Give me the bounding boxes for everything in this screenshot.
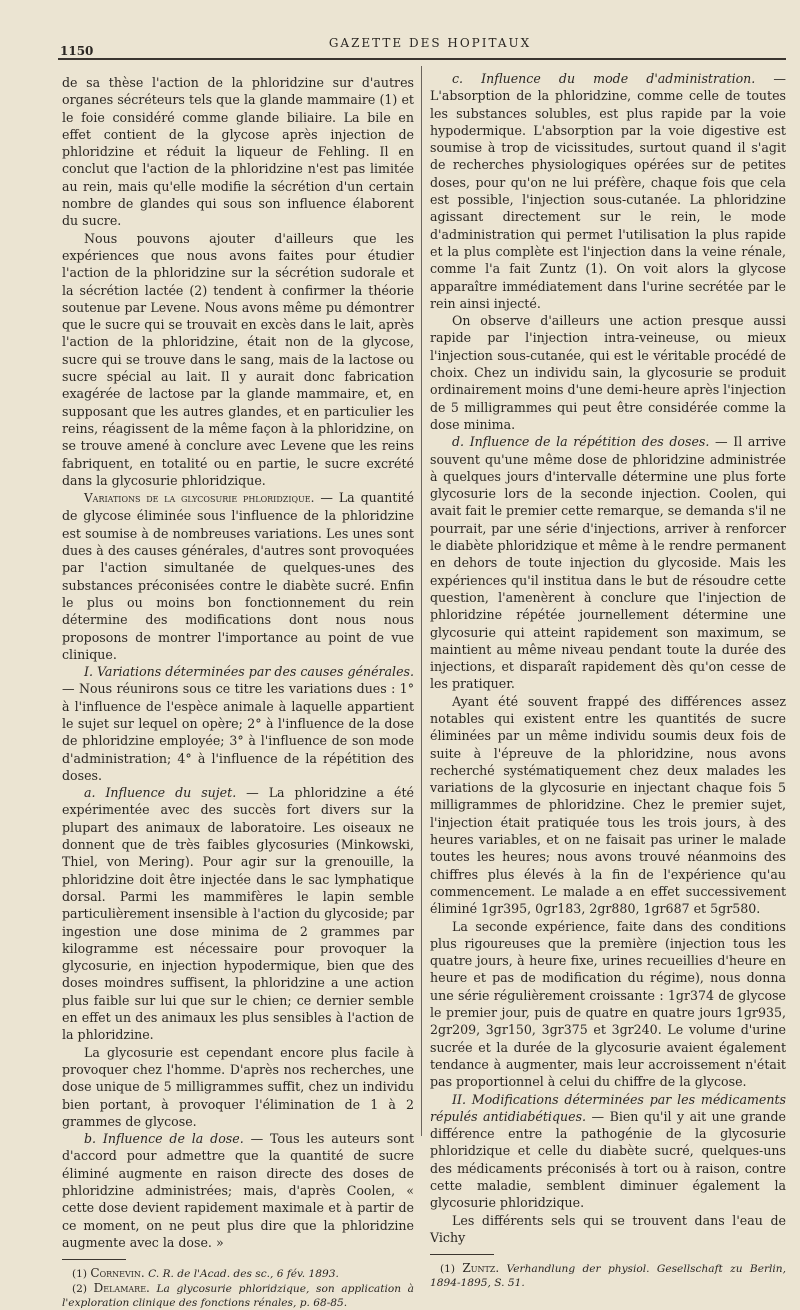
paragraph: Nous pouvons ajouter d'ailleurs que les expériences que nous avons faites pour étudier l'action de la phloridzine sur la sécrétion sudorale et la sécrétion lactée (2) tendent à confirmer la théorie soutenue par Levene. Nous avons même pu démontrer que le sucre qui se trouvait en excès dans le lait, après l'action de la phloridzine, était non de la glycose, sucre qui se trouve dans le sang, mais de la lactose ou sucre spécial au lait. Il y aurait donc fabrication exagérée de lactose par la glande mammaire, et, en supposant que les autres glandes, et en particulier les reins, réagissent de la même façon à la phloridzine, on se trouve amené à conclure avec Levene que les reins fabriquent, en totalité ou en partie, le sucre excrété dans la glycosurie phloridzique. — [62, 230, 414, 488]
section-paragraph — [430, 433, 786, 692]
section-paragraph — [62, 784, 414, 1043]
footnote-text: Verhandlung der physiol. Gesellschaft zu Berlin, 1894-1895, S. 51. — [430, 1263, 786, 1290]
section-heading: d. Influence de la répétition des doses. — [452, 434, 710, 450]
header-rule — [58, 58, 786, 60]
footnotes — [62, 1266, 414, 1310]
section-heading: b. Influence de la dose. — [84, 1131, 244, 1147]
section-heading: II. Modifications déterminées par les médicaments répulés antidiabétiques. — [430, 1091, 786, 1124]
paragraph: Les différents sels qui se trouvent dans l'eau de Vichy — [430, 1212, 786, 1245]
column-divider — [421, 66, 422, 1136]
section-heading: I. Variations déterminées par des causes générales. — [84, 664, 414, 680]
paragraph-text: — Il arrive souvent qu'une même dose de phloridzine administrée à quelques jours d'intervalle détermine une plus forte glycosurie lors de la seconde injection. Coolen, qui avait fait le premier cette remarque, se demanda s'il ne pourrait, par une série d'injections, arriver à renforcer le diabète phloridzique et même à le rendre permanent en dehors de toute injection du glycoside. Mais les expériences qu'il institua dans le but de résoudre cette question, l'amenèrent à conclure que l'injection de phloridzine répétée journellement détermine une glycosurie qui atteint rapidement son maximum, se maintient au même niveau pendant toute la durée des injections, et disparaît rapidement dès qu'on cesse de les pratiquer. — [430, 434, 786, 692]
measured-values: 1gr374 de glycose le premier jour, puis de quatre en quatre jours 1gr935, 2gr209, 3gr150, 3gr375 et 3gr240. — [430, 987, 786, 1038]
paragraph: de sa thèse l'action de la phloridzine sur d'autres organes sécréteurs tels que la glande mammaire (1) et le foie considéré comme glande biliaire. La bile en effet contient de la glycose après injection de phloridzine et réduit la liqueur de Fehling. Il en conclut que l'action de la phloridzine n'est pas limitée au rein, mais qu'elle modifie la sécrétion d'un certain nombre de glandes qui sous son influence élaborent du sucre. — [62, 75, 414, 229]
footnote-rule — [430, 1254, 494, 1255]
footnote-number: (1) — [440, 1263, 456, 1276]
footnote — [62, 1281, 414, 1310]
section-heading: Variations de la glycosurie phloridzique. — [84, 491, 315, 506]
footnote-text: C. R. de l'Acad. des sc., 6 fév. 1893. — [144, 1268, 339, 1281]
right-column — [430, 70, 786, 1290]
footnote — [62, 1266, 414, 1281]
footnote-number: (1) — [72, 1268, 88, 1281]
section-paragraph — [62, 1130, 414, 1251]
footnote-author: Zuntz. — [462, 1261, 500, 1276]
section-paragraph — [430, 1091, 786, 1212]
paragraph-text: — Tous les auteurs sont d'accord pour admettre que la quantité de sucre éliminé augmente en raison directe des doses de phloridzine administrées; mais, d'après Coolen, « cette dose devient rapidement maximale et à partir de ce moment, on ne peut plus dire que la phloridzine augmente avec la dose. » — [62, 1131, 415, 1250]
footnotes — [430, 1261, 786, 1290]
paragraph — [430, 693, 786, 918]
page-number: 1150 — [60, 44, 94, 58]
footnote-number: (2) — [72, 1283, 88, 1296]
measured-values: 1gr395, 0gr183, 2gr880, 1gr687 et 5gr580. — [481, 901, 761, 917]
left-column — [62, 74, 414, 1310]
paragraph-text: — Bien qu'il y ait une grande différence entre la pathogénie de la glycosurie phloridzique et celle du diabète sucré, quelques-uns des médicaments préconisés à tort ou à raison, contre cette maladie, semblent diminuer également la glycosurie phloridzique. — [430, 1108, 787, 1211]
paragraph — [430, 918, 786, 1091]
running-title: GAZETTE DES HOPITAUX — [328, 36, 532, 50]
paragraph-text: — La quantité de glycose éliminée sous l'influence de la phloridzine est soumise à de nombreuses variations. Les unes sont dues à des causes générales, d'autres sont provoquées par l'action simultanée de quelques-unes des substances préconisées contre le diabète sucré. Enfin le plus ou moins bon fonctionnement du rein détermine des modifications dont nous nous proposons de montrer l'importance au point de vue clinique. — [62, 490, 414, 662]
footnote-author: Cornevin. — [90, 1266, 145, 1281]
footnote-rule — [62, 1259, 126, 1260]
paragraph: On observe d'ailleurs une action presque aussi rapide par l'injection intra-veineuse, ou mieux l'injection sous-cutanée, qui est le véritable procédé de choix. Chez un individu sain, la glycosurie se produit ordinairement moins d'une demi-heure après l'injection de 5 milligrammes qui peut être considérée comme la dose minima. — [430, 313, 786, 432]
footnote — [430, 1261, 786, 1290]
paragraph-text: — La phloridzine a été expérimentée avec des succès fort divers sur la plupart des animaux de laboratoire. Les oiseaux ne donnent que de très faibles glycosuries (Minkowski, Thiel, von Mering). Pour agir sur la grenouille, la phloridzine doit être injectée dans le sac lymphatique dorsal. Parmi les mammifères le lapin semble particulièrement insensible à l'action du glycoside; par ingestion une dose minima de 2 grammes par kilogramme est nécessaire pour provoquer la glycosurie, en injection hypodermique, bien que des doses moindres suffisent, la phloridzine a une action plus faible sur lui que sur le chien; ce dernier semble en effet un des animaux les plus sensibles à l'action de la phloridzine. — [62, 785, 415, 1043]
section-paragraph — [62, 663, 414, 784]
section-heading: a. Influence du sujet. — [84, 785, 237, 801]
paragraph-text: Le volume d'urine sucrée et la durée de la glycosurie avaient également tendance à augmenter, mais leur accroissement n'était pas proportionnel à celui du chiffre de la glycose. — [430, 1022, 786, 1090]
paragraph: La glycosurie est cependant encore plus facile à provoquer chez l'homme. D'après nos recherches, une dose unique de 5 milligrammes suffit, chez un individu bien portant, à provoquer l'élimination de 1 à 2 grammes de glycose. — [62, 1044, 414, 1129]
section-paragraph — [430, 70, 786, 312]
footnote-text: La glycosurie phloridzique, son application à l'exploration clinique des fonctions rénales, p. 68-85. — [62, 1283, 414, 1310]
paragraph-text: Ayant été souvent frappé des différences assez notables qui existent entre les quantités de sucre éliminées par un même individu soumis deux fois de suite à l'épreuve de la phloridzine, nous avons recherché systématiquement chez deux malades les variations de la glycosurie en injectant chaque fois 5 milligrammes de phloridzine. Chez le premier sujet, l'injection était pratiquée tous les trois jours, à des heures variables, et on ne faisait pas uriner le malade toutes les heures; nous avons trouvé néanmoins des chiffres plus élevés à la fin de l'expérience qu'au commencement. Le malade a en effet successivement éliminé — [430, 693, 786, 917]
paragraph-text: — Nous réunirons sous ce titre les variations dues : 1° à l'influence de l'espèce animale à laquelle appartient le sujet sur lequel on opère; 2° à l'influence de la dose de phloridzine employée; 3° à l'influence de son mode d'administration; 4° à l'influence de la répétition des doses. — [62, 681, 414, 783]
section-paragraph — [62, 489, 414, 663]
section-heading: c. Influence du mode d'administration. — [452, 71, 756, 86]
footnote-author: Delamare. — [93, 1281, 150, 1296]
paragraph-text: La seconde expérience, faite dans des conditions plus rigoureuses que la première (injection tous les quatre jours, à heure fixe, urines recueillies d'heure en heure et pas de modification du régime), nous donna une série régulièrement croissante : — [430, 918, 786, 1003]
paragraph-text: — L'absorption de la phloridzine, comme celle de toutes les substances solubles, est plus rapide par la voie hypodermique. L'absorption par la voie digestive est soumise à trop de vicissitudes, surtout quand il s'agit de recherches physiologiques opérées sur de petites doses, pour qu'on ne lui préfère, chaque fois que cela est possible, l'injection sous-cutanée. La phloridzine agissant directement sur le rein, le mode d'administration qui permet l'utilisation la plus rapide et la plus complète est l'injection dans la veine rénale, comme l'a fait Zuntz (1). On voit alors la glycose apparaître immédiatement dans l'urine secrétée par le rein ainsi injecté. — [430, 71, 786, 311]
